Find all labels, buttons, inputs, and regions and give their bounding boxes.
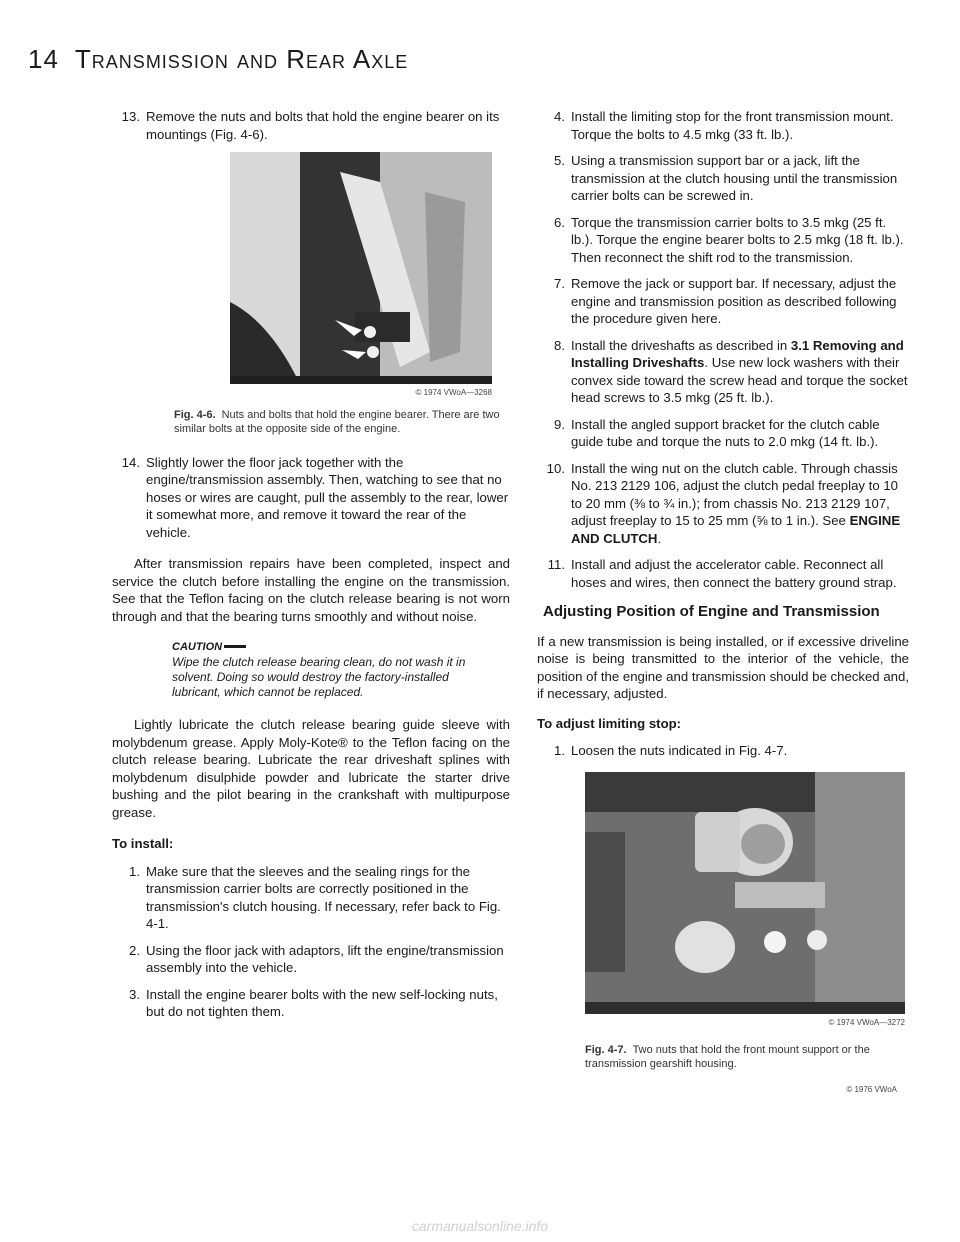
figure-4-6-caption: Fig. 4-6. Nuts and bolts that hold the engine bearer. There are two similar bolts at the opposite side of the engine.: [174, 408, 500, 435]
limit-step-1: 1. Loosen the nuts indicated in Fig. 4-7.: [554, 743, 788, 758]
step-8: 8. Install the driveshafts as described in 3.1 Removing and Installing Driveshafts. Use new lock washers with their convex side toward the screw head and torque the socket head screws to 3.5 mkg (25 ft. lb.).: [554, 337, 908, 405]
figure-4-6: [230, 152, 492, 402]
figure-4-7-photo: [585, 772, 905, 1014]
section-heading: Adjusting Position of Engine and Transmission: [543, 603, 880, 620]
bottom-credit: © 1976 VWoA: [846, 1085, 897, 1094]
caution-box: [172, 639, 472, 700]
figure-4-6-credit: © 1974 VWoA—3268: [415, 388, 492, 397]
page-header: [28, 44, 408, 75]
install-step-2: 2. Using the floor jack with adaptors, lift the engine/transmission assembly into the vehicle.: [129, 942, 504, 975]
install-heading: To install:: [112, 836, 174, 851]
step-4: 4. Install the limiting stop for the front transmission mount. Torque the bolts to 4.5 mkg (33 ft. lb.).: [554, 109, 894, 142]
install-step-1: 1. Make sure that the sleeves and the sealing rings for the transmission carrier bolts are correctly positioned in the transmission's clutch housing. If necessary, refer back to Fig. 4-1.: [129, 863, 501, 931]
step-13: 13. Remove the nuts and bolts that hold the engine bearer on its mountings (Fig. 4-6).: [121, 109, 500, 142]
figure-4-6-photo: [230, 152, 492, 384]
engine-bearer-photo: [230, 152, 492, 384]
caution-title: CAUTION: [172, 641, 223, 653]
service-paragraph: After transmission repairs have been completed, inspect and service the clutch before installing the engine on the transmission. See that the Teflon facing on the clutch release bearing is not worn through and that the bearing turns smoothly and without noise.: [112, 556, 510, 624]
caution-text: Wipe the clutch release bearing clean, do not wash it in solvent. Doing so would destroy the factory-installed lubricant, which cannot be replaced.: [172, 655, 466, 699]
left-column: [112, 108, 510, 1030]
figure-4-7-caption: Fig. 4-7. Two nuts that hold the front mount support or the transmission gearshift housing.: [585, 1044, 870, 1070]
driveshaft-reference: 3.1 Removing and Installing Driveshafts: [571, 337, 904, 370]
figure-4-7: [585, 772, 905, 1032]
step-10: 10. Install the wing nut on the clutch cable. Through chassis No. 213 2129 106, adjust the clutch pedal freeplay to 10 to 20 mm (⅜ to ¾ in.); from chassis No. 213 2129 107, adjust freeplay to 15 to 25 mm (⅝ to 1 in.). See ENGINE AND CLUTCH.: [546, 460, 901, 546]
lubrication-paragraph: Lightly lubricate the clutch release bearing guide sleeve with molybdenum grease. Apply Moly-Kote® to the Teflon facing on the clutch release bearing. Lubricate the rear driveshaft splines with molybdenum disulphide powder and lubricate the starter drive bushing and the pilot bearing in the crankshaft with multipurpose grease.: [112, 717, 510, 820]
step-5: 5. Using a transmission support bar or a jack, lift the transmission at the clutch housing until the transmission carrier bolts can be screwed in.: [554, 153, 898, 203]
chapter-title: Transmission and Rear Axle: [74, 44, 409, 74]
engine-clutch-reference: ENGINE AND CLUTCH: [571, 513, 901, 546]
step-14: 14. Slightly lower the floor jack together with the engine/transmission assembly. Then, watching to see that no hoses or wires are caught, pull the assembly to the rear, lower it somewhat more, and remove it toward the rear of the vehicle.: [121, 454, 509, 540]
adjust-paragraph: If a new transmission is being installed, or if excessive driveline noise is being transmitted to the interior of the vehicle, the position of the engine and transmission should be checked and, if necessary, adjusted.: [537, 633, 909, 701]
watermark-footer: carmanualsonline.info: [411, 1218, 549, 1234]
install-step-3: 3. Install the engine bearer bolts with the new self-locking nuts, but do not tighten them.: [129, 986, 498, 1019]
limit-stop-heading: To adjust limiting stop:: [537, 715, 682, 731]
figure-4-7-credit: © 1974 VWoA—3272: [828, 1017, 905, 1027]
caution-rule: [224, 645, 246, 648]
mount-support-photo: [585, 772, 905, 1014]
step-9: 9. Install the angled support bracket for the clutch cable guide tube and torque the nuts to 2.0 mkg (14 ft. lb.).: [554, 416, 880, 449]
right-column: [537, 108, 909, 1099]
step-6: 6. Torque the transmission carrier bolts to 3.5 mkg (25 ft. lb.). Torque the engine bearer bolts to 2.5 mkg (18 ft. lb.). Then reconnect the shift rod to the transmission.: [554, 214, 904, 265]
step-11: 11. Install and adjust the accelerator cable. Reconnect all hoses and wires, then connect the battery ground strap.: [547, 557, 897, 590]
step-7: 7. Remove the jack or support bar. If necessary, adjust the engine and transmission position as described following the procedure given here.: [554, 276, 897, 326]
page-number: 14: [28, 44, 59, 74]
